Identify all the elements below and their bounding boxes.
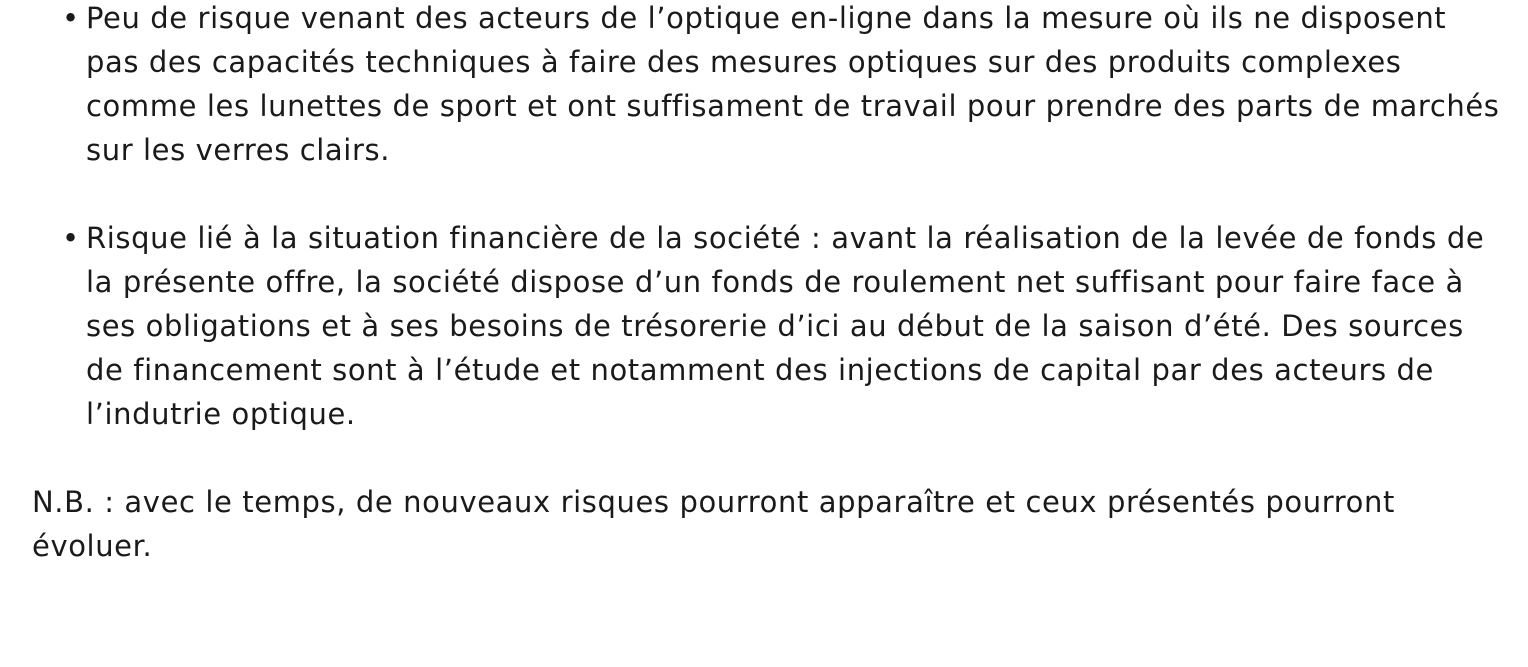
list-item [62, 216, 1506, 436]
bullet-text: Peu de risque venant des acteurs de l’optique en-ligne dans la mesure où ils ne disposent pas des capacités techniques à faire des mesures optiques sur des produits complexes comme les lunettes de sport et ont suffisament de travail pour prendre des parts de marchés sur les verres clairs. [86, 1, 1500, 167]
bullet-text: Risque lié à la situation financière de la société : avant la réalisation de la levée de fonds de la présente offre, la société dispose d’un fonds de roulement net suffisant pour faire face à ses obligations et à ses besoins de trésorerie d’ici au début de la saison d’été. Des sources de financement sont à l’étude et notamment des injections de capital par des acteurs de l’indutrie optique. [86, 221, 1485, 431]
bullet-marker: • [62, 1, 80, 35]
bullet-marker: • [62, 221, 80, 255]
list-item [62, 0, 1506, 172]
footnote: N.B. : avec le temps, de nouveaux risques pourront apparaître et ceux présentés pourront évoluer. [32, 485, 1395, 563]
